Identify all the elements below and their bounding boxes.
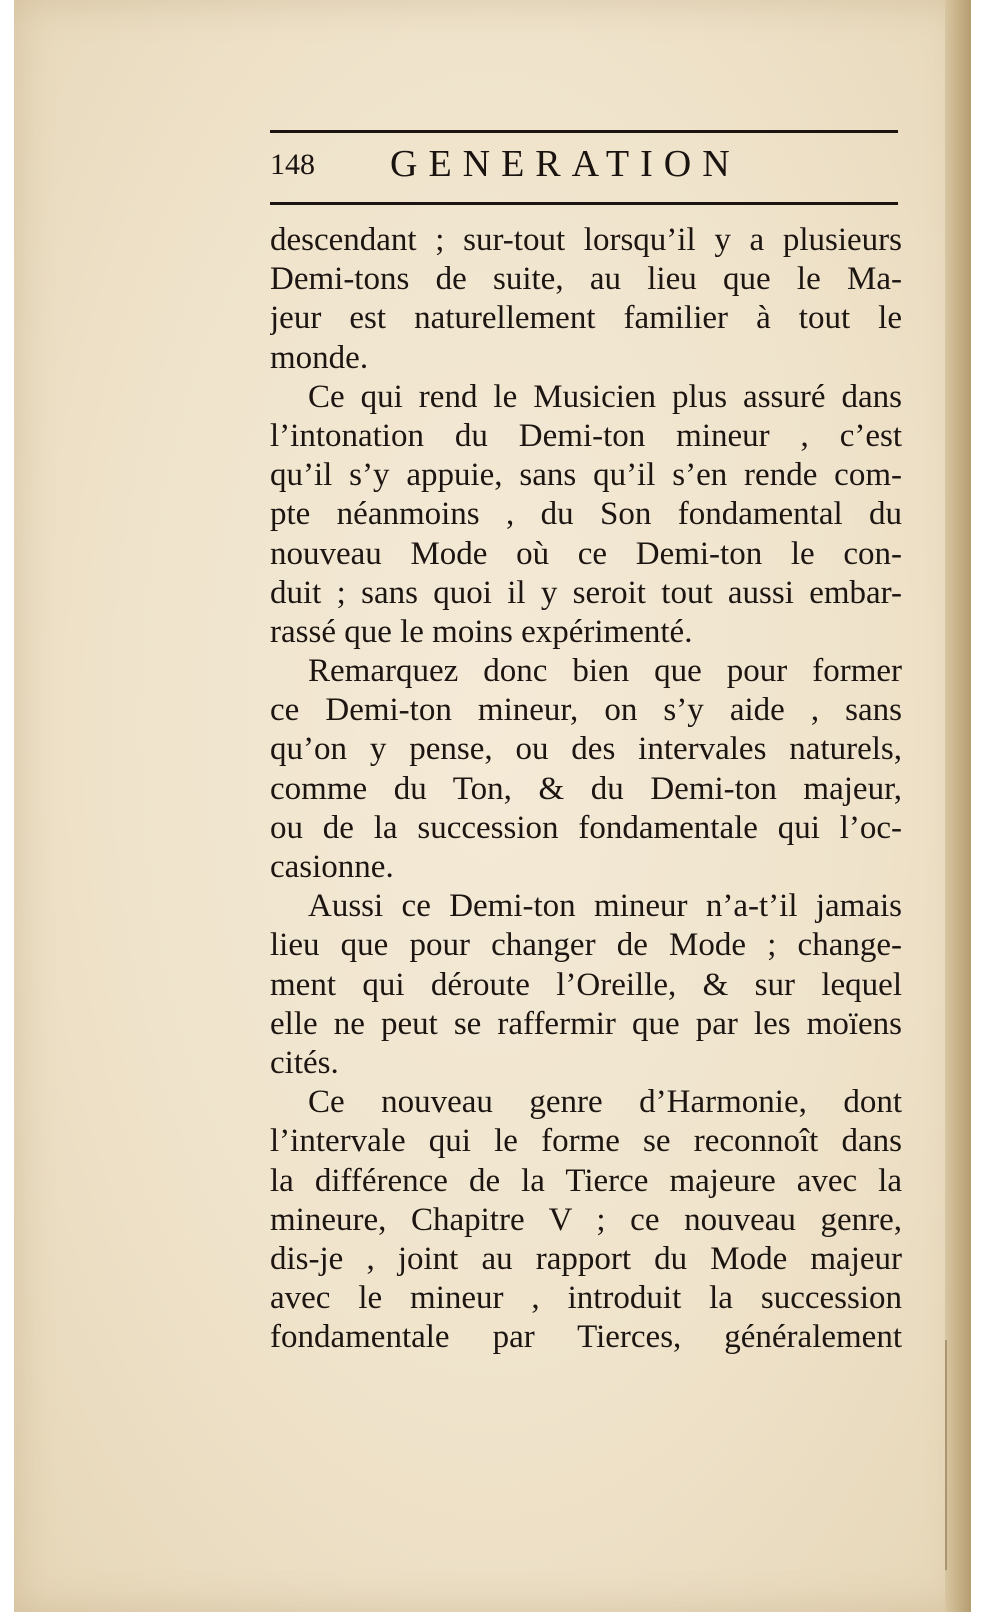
text-line: descendant ; sur-tout lorsqu’il y a plusieurs [270,222,902,258]
text-line: mineure, Chapitre V ; ce nouveau genre, [270,1201,902,1238]
text-line: elle ne peut se raffermir que par les moïens [270,1005,902,1042]
text-line: fondamentale par Tierces, généralement [270,1319,902,1356]
text-line: rassé que le moins expérimenté. [270,613,693,650]
text-line: ment qui déroute l’Oreille, & sur lequel [270,966,902,1003]
header-rule-bottom [270,202,898,205]
text-line: ce Demi-ton mineur, on s’y aide , sans [270,692,902,729]
text-line: nouveau Mode où ce Demi-ton le con- [270,535,902,572]
text-line: Aussi ce Demi-ton mineur n’a-t’il jamais [308,888,902,925]
text-line: Demi-tons de suite, au lieu que le Ma- [270,261,902,298]
text-line: Remarquez donc bien que pour former [308,653,902,690]
text-line: avec le mineur , introduit la succession [270,1280,902,1317]
text-line: cités. [270,1044,339,1081]
text-line: la différence de la Tierce majeure avec la [270,1162,902,1199]
text-line: Ce qui rend le Musicien plus assuré dans [308,378,902,415]
text-line: jeur est naturellement familier à tout le [270,300,902,337]
body-text [270,221,902,1357]
page-edge [945,0,971,1612]
text-line: duit ; sans quoi il y seroit tout aussi embar- [270,574,902,611]
text-line: l’intervale qui le forme se reconnoît dans [270,1123,902,1160]
text-line: qu’on y pense, ou des intervales naturels, [270,731,902,768]
text-line: pte néanmoins , du Son fondamental du [270,496,902,533]
text-line: lieu que pour changer de Mode ; change- [270,927,902,964]
text-line: ou de la succession fondamentale qui l’oc- [270,809,902,846]
running-header [270,142,900,192]
text-line: Ce nouveau genre d’Harmonie, dont [308,1084,902,1121]
text-line: monde. [270,339,369,376]
text-line: qu’il s’y appuie, sans qu’il s’en rende com- [270,457,902,494]
text-line: l’intonation du Demi-ton mineur , c’est [270,417,902,454]
text-line: comme du Ton, & du Demi-ton majeur, [270,770,902,807]
page-number: 148 [270,148,315,181]
text-line: dis-je , joint au rapport du Mode majeur [270,1240,902,1277]
text-line: casionne. [270,849,394,885]
page-edge-shadow [945,1340,947,1570]
running-title: GENERATION [390,143,741,185]
header-rule-top [270,130,898,133]
